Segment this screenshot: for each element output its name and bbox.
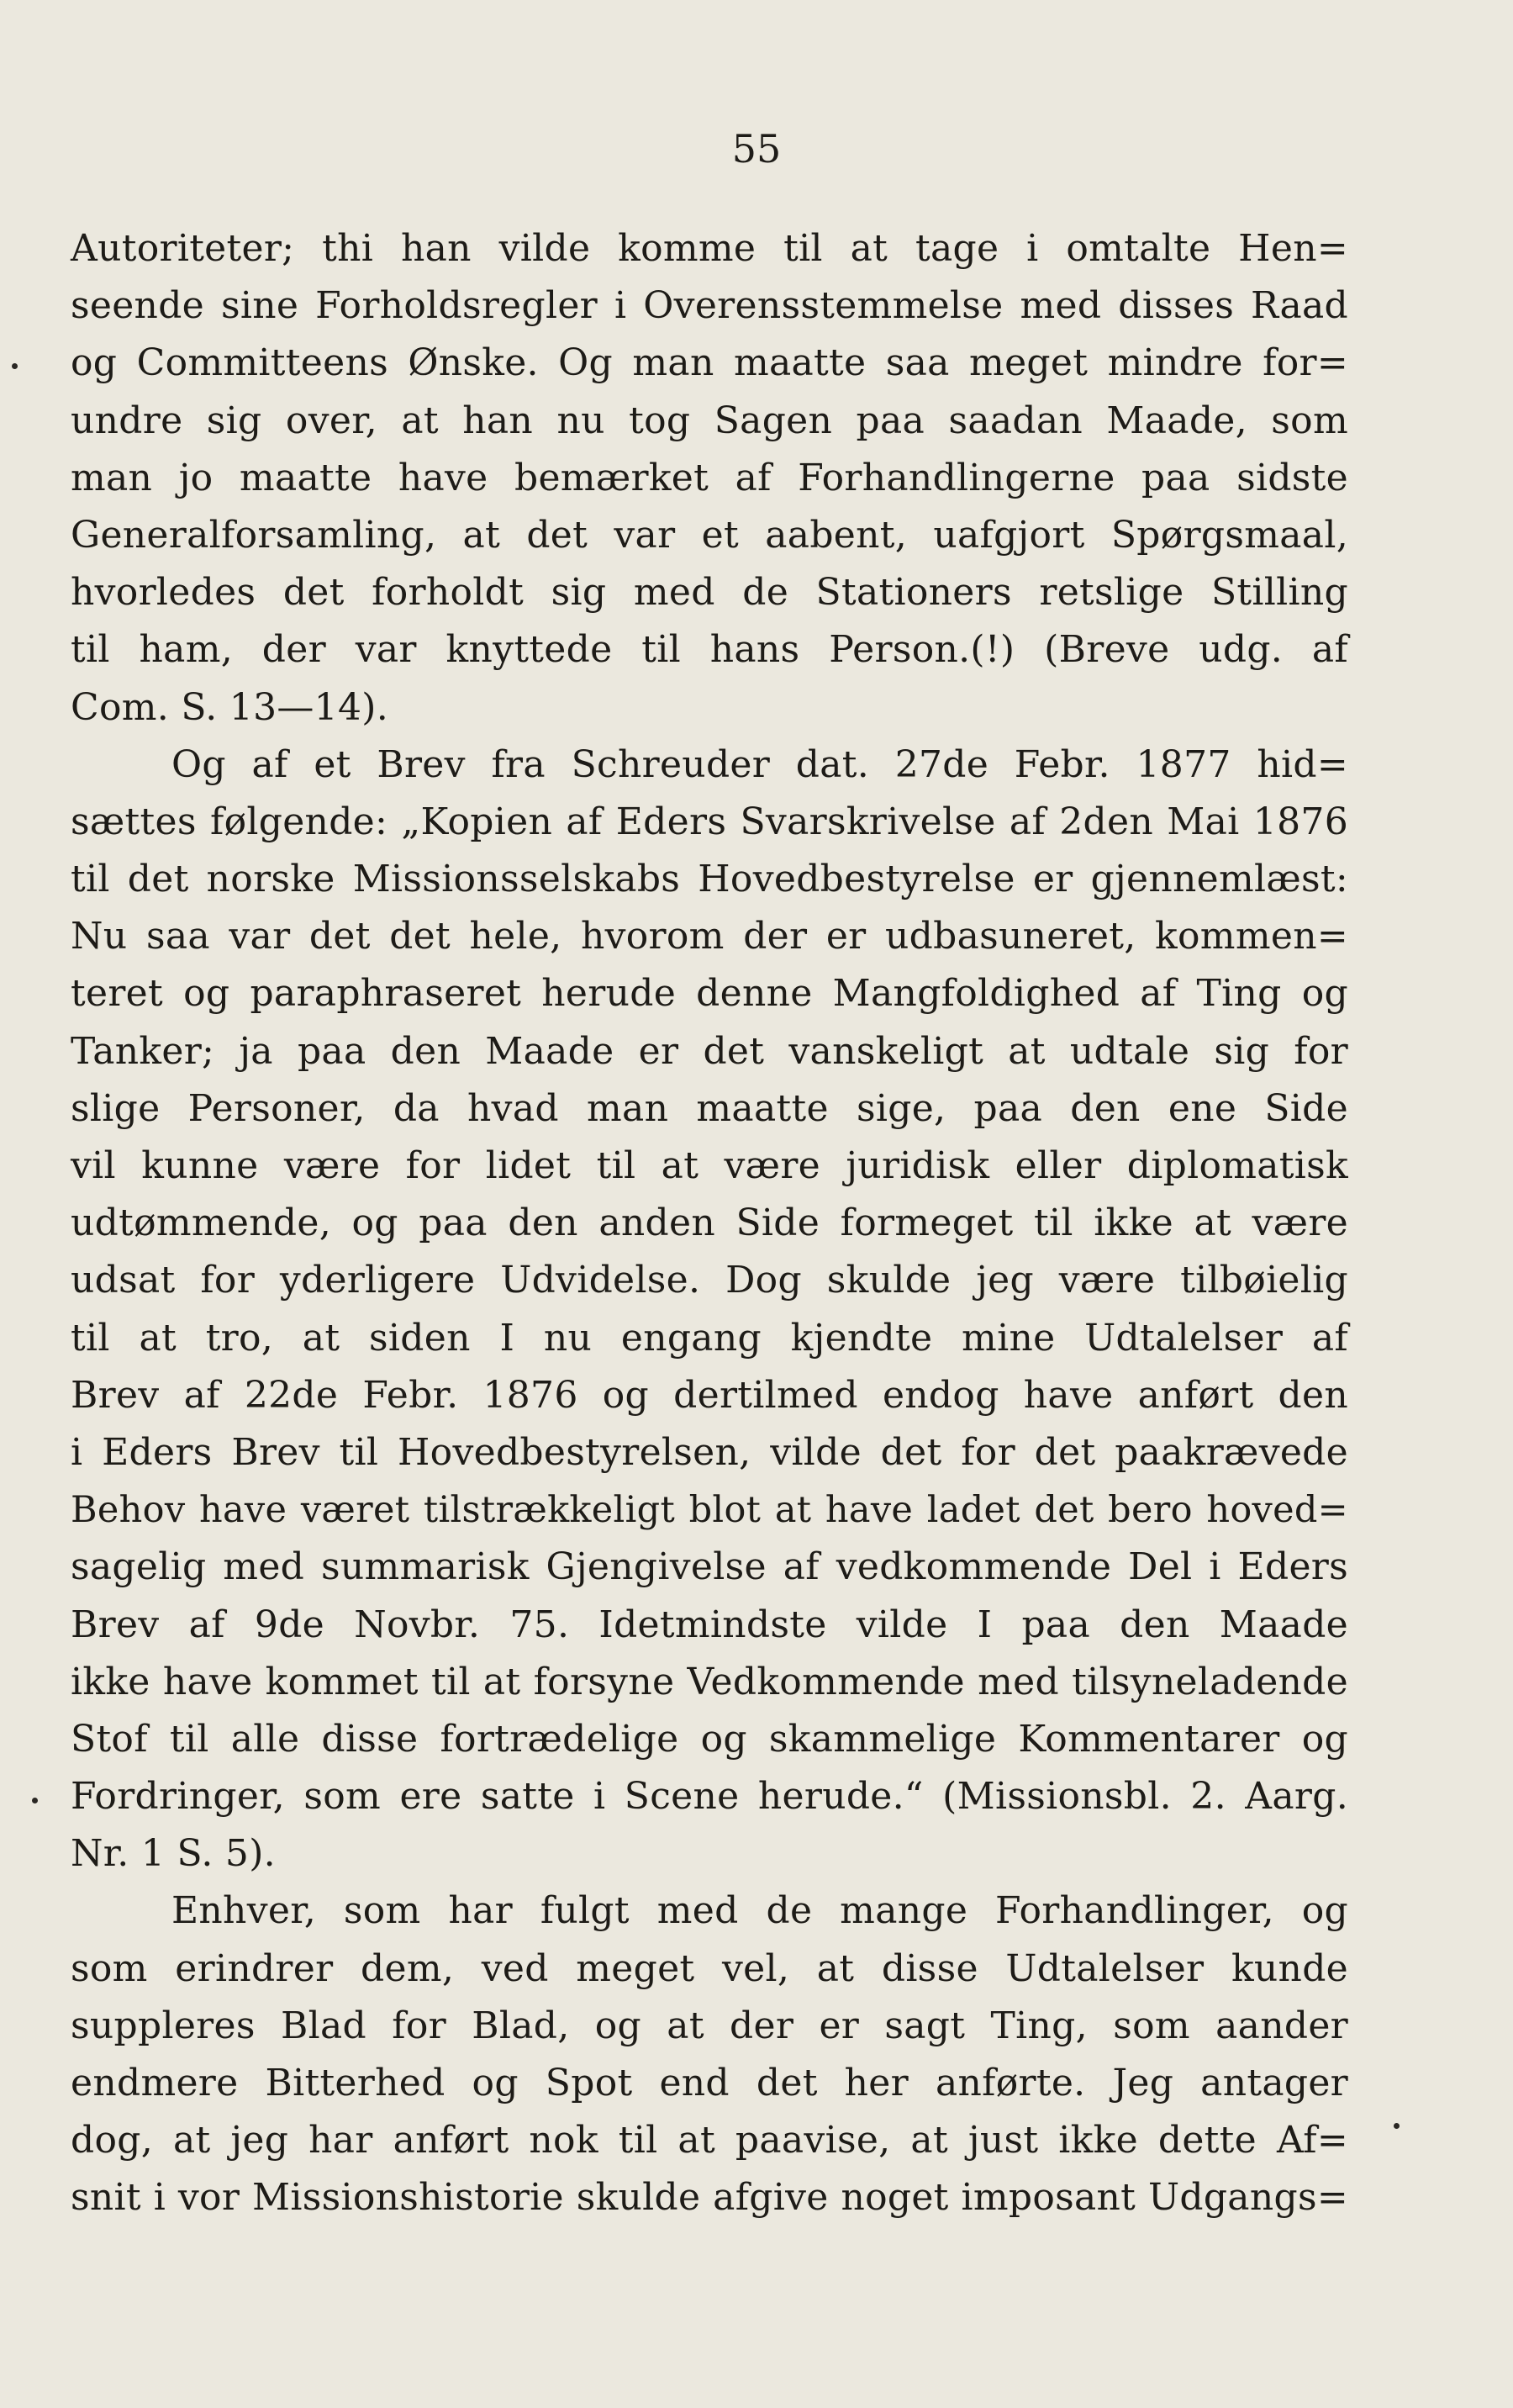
text-line: snit i vor Missionshistorie skulde afgive noget imposant Udgangs= xyxy=(71,2176,1348,2220)
text-line: sagelig med summarisk Gjengivelse af vedkommende Del i Eders xyxy=(71,1545,1348,1589)
text-line: Enhver, som har fulgt med de mange Forhandlinger, og xyxy=(171,1889,1348,1933)
text-line: sættes følgende: „Kopien af Eders Svarskrivelse af 2den Mai 1876 xyxy=(71,800,1348,843)
text-line: udsat for yderligere Udvidelse. Dog skulde jeg være tilbøielig xyxy=(71,1259,1348,1302)
margin-speck-left xyxy=(32,1798,38,1803)
text-line: endmere Bitterhed og Spot end det her anførte. Jeg antager xyxy=(71,2062,1348,2104)
paragraph-2 xyxy=(71,737,1348,1883)
text-line: i Eders Brev til Hovedbestyrelsen, vilde det for det paakrævede xyxy=(71,1430,1348,1474)
text-line: til at tro, at siden I nu engang kjendte mine Udtalelser af xyxy=(71,1316,1348,1360)
text-line: Brev af 9de Novbr. 75. Idetmindste vilde I paa den Maade xyxy=(71,1603,1348,1646)
page-number: 55 xyxy=(731,126,782,172)
text-line: Tanker; ja paa den Maade er det vanskeligt at udtale sig for xyxy=(71,1029,1348,1073)
text-line: dog, at jeg har anført nok til at paavise, at just ikke dette Af= xyxy=(71,2119,1348,2162)
text-line: Og af et Brev fra Schreuder dat. 27de Febr. 1877 hid= xyxy=(171,742,1348,786)
margin-speck-top xyxy=(12,363,18,369)
text-line: ikke have kommet til at forsyne Vedkommende med tilsyneladende xyxy=(71,1660,1348,1703)
text-line: Brev af 22de Febr. 1876 og dertilmed endog have anført den xyxy=(71,1373,1348,1417)
text-line: til det norske Missionsselskabs Hovedbestyrelse er gjennemlæst: xyxy=(71,858,1348,901)
text-line: undre sig over, at han nu tog Sagen paa saadan Maade, som xyxy=(71,399,1348,442)
margin-speck-right xyxy=(1394,2123,1400,2129)
text-line: Nu saa var det det hele, hvorom der er udbasuneret, kommen= xyxy=(71,915,1348,958)
text-line: vil kunne være for lidet til at være juridisk eller diplomatisk xyxy=(71,1144,1348,1187)
text-line: Nr. 1 S. 5). xyxy=(71,1832,276,1876)
text-line: slige Personer, da hvad man maatte sige, paa den ene Side xyxy=(71,1086,1348,1130)
paragraph-1 xyxy=(71,220,1348,737)
text-line: Com. S. 13—14). xyxy=(71,685,389,729)
text-line: Autoriteter; thi han vilde komme til at tage i omtalte Hen= xyxy=(71,227,1348,270)
text-line: Behov have været tilstrækkeligt blot at have ladet det bero hoved= xyxy=(71,1489,1348,1532)
text-line: og Committeens Ønske. Og man maatte saa meget mindre for= xyxy=(71,341,1348,385)
text-line: til ham, der var knyttede til hans Person.(!) (Breve udg. af xyxy=(71,628,1348,672)
text-line: man jo maatte have bemærket af Forhandlingerne paa sidste xyxy=(71,456,1348,499)
text-line: som erindrer dem, ved meget vel, at disse Udtalelser kunde xyxy=(71,1946,1348,1990)
body-text xyxy=(71,220,1348,2227)
text-line: Generalforsamling, at det var et aabent, uafgjort Spørgsmaal, xyxy=(71,513,1348,557)
paragraph-3 xyxy=(71,1883,1348,2226)
text-line: udtømmende, og paa den anden Side formeget til ikke at være xyxy=(71,1201,1348,1245)
text-line: Fordringer, som ere satte i Scene herude.“ (Missionsbl. 2. Aarg. xyxy=(71,1775,1348,1819)
text-line: teret og paraphraseret herude denne Mangfoldighed af Ting og xyxy=(71,972,1348,1016)
text-line: Stof til alle disse fortrædelige og skammelige Kommentarer og xyxy=(71,1717,1348,1761)
text-line: suppleres Blad for Blad, og at der er sagt Ting, som aander xyxy=(71,2004,1348,2047)
text-line: seende sine Forholdsregler i Overensstemmelse med disses Raad xyxy=(71,284,1348,328)
text-line: hvorledes det forholdt sig med de Stationers retslige Stilling xyxy=(71,571,1348,615)
